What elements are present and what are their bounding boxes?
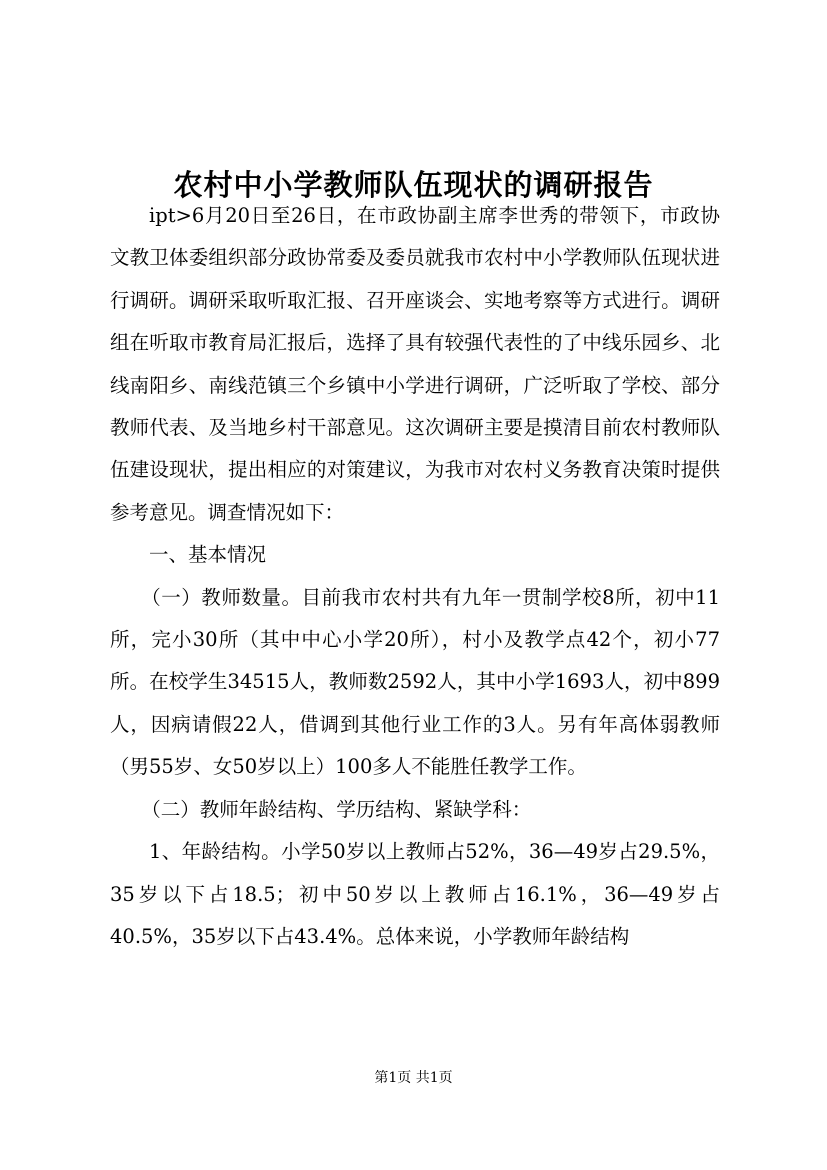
page-footer: 第1页 共1页 bbox=[374, 1070, 453, 1086]
paragraph-age-structure: 1、年龄结构。小学50岁以上教师占52%，36—49岁占29.5%，35岁以下占18.5；初中50岁以上教师占16.1%，36—49岁占40.5%，35岁以下占43.4%。总体来说，小学教师年龄结构 bbox=[110, 840, 720, 948]
paragraph-teacher-count: （一）教师数量。目前我市农村共有九年一贯制学校8所，初中11所，完小30所（其中中心小学20所），村小及教学点42个，初小77所。在校学生34515人，教师数2592人，其中小学1693人，初中899人，因病请假22人，借调到其他行业工作的3人。另有年高体弱教师（男55岁、女50岁以上）100多人不能胜任教学工作。 bbox=[110, 585, 720, 779]
document-title: 农村中小学教师队伍现状的调研报告 bbox=[173, 168, 654, 203]
subheading-structure: （二）教师年龄结构、学历结构、紧缺学科： bbox=[141, 797, 532, 821]
paragraph-intro: ipt>6月20日至26日，在市政协副主席李世秀的带领下，市政协文教卫体委组织部分政协常委及委员就我市农村中小学教师队伍现状进行调研。调研采取听取汇报、召开座谈会、实地考察等方式进行。调研组在听取市教育局汇报后，选择了具有较强代表性的了中线乐园乡、北线南阳乡、南线范镇三个乡镇中小学进行调研，广泛听取了学校、部分教师代表、及当地乡村干部意见。这次调研主要是摸清目前农村教师队伍建设现状，提出相应的对策建议，为我市对农村义务教育决策时提供参考意见。调查情况如下： bbox=[110, 204, 720, 524]
document-body bbox=[110, 195, 720, 958]
section-heading-basic: 一、基本情况 bbox=[149, 543, 267, 567]
